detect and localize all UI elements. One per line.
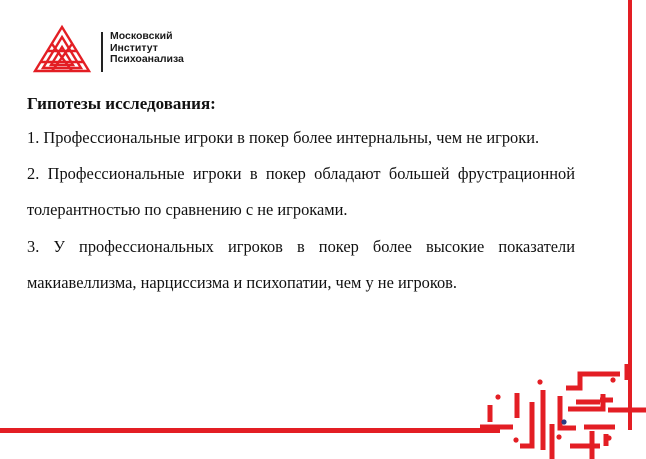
logo-triangle-icon	[32, 24, 92, 74]
hypothesis-1: 1. Профессиональные игроки в покер более интернальны, чем не игроки.	[27, 128, 540, 147]
logo-text	[110, 31, 184, 66]
logo-line-3: Психоанализа	[110, 53, 184, 65]
logo-separator	[101, 32, 103, 72]
hypothesis-2: 2. Профессиональные игроки в покер обладают большей фрустрационной толерантностью по сравнению с не игроками.	[27, 164, 575, 220]
institute-logo	[32, 24, 252, 80]
frame-bottom-line	[0, 428, 500, 433]
decorative-brand-icon	[480, 360, 646, 459]
page-title: Гипотезы исследования:	[27, 94, 216, 113]
hypotheses-list	[27, 120, 575, 301]
logo-line-2: Институт	[110, 41, 158, 54]
hypothesis-3: 3. У профессиональных игроков в покер более высокие показатели макиавеллизма, нарциссизма и психопатии, чем у не игроков.	[27, 236, 575, 292]
logo-line-1: Московский	[110, 30, 173, 42]
